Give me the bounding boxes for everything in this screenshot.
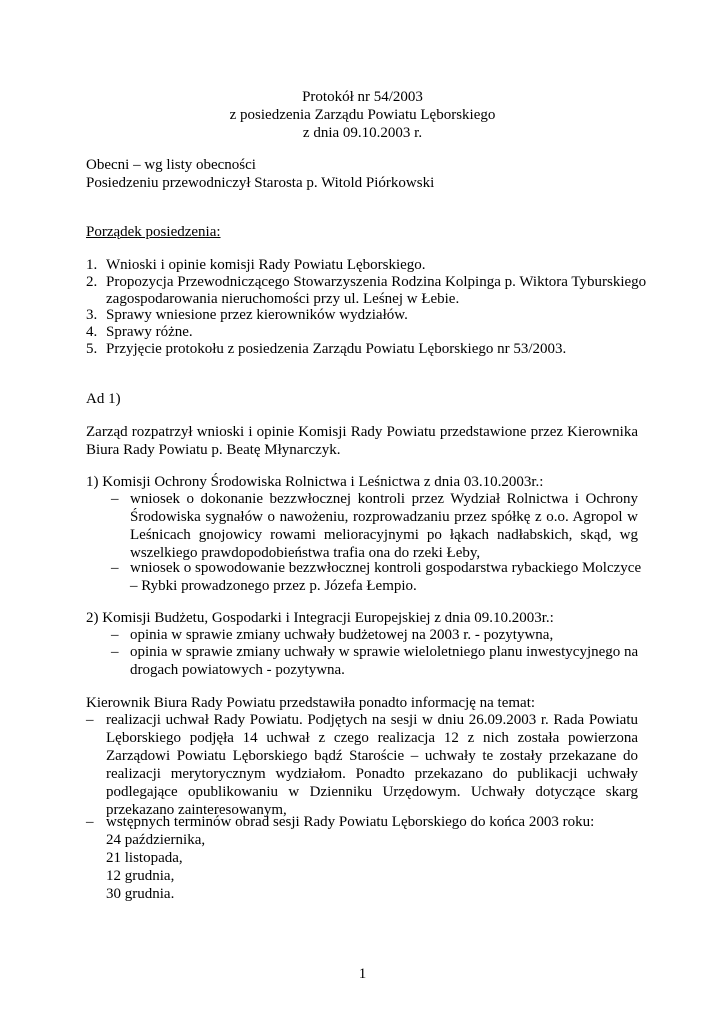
attendance-section (86, 156, 638, 192)
session-date: 30 grudnia. (106, 886, 175, 902)
bullet-dash: – (86, 814, 94, 830)
session-date: 12 grudnia, (106, 868, 175, 884)
bullet-line: wszelkiego prawdopodobieństwa trafia ona do rzeki Łeby, (130, 545, 481, 561)
bullet-item (106, 813, 638, 903)
bullet-line: Lęborskiego podjęła 14 uchwał z czego realizacja 12 z nich została powierzona (106, 730, 638, 746)
bullet-line: Środowiska sygnałów o nawożeniu, rozprowadzaniu przez spółkę z o.o. Agropol w (130, 509, 638, 525)
protocol-header (0, 88, 725, 142)
bullet-line: wniosek o spowodowanie bezzwłocznej kontroli gospodarstwa rybackiego Molczyce (130, 560, 642, 576)
ad1-heading: Ad 1) (86, 391, 121, 407)
bullet-line: podlegające opublikowaniu w Dzienniku Urzędowym. Uchwały dotyczące skarg (106, 784, 638, 800)
info-intro: Kierownik Biura Rady Powiatu przedstawiła ponadto informację na temat: (86, 695, 536, 711)
protocol-subtitle: z posiedzenia Zarządu Powiatu Lęborskiego (229, 107, 496, 123)
bullet-dash: – (111, 491, 119, 507)
agenda-number: 4. (86, 324, 98, 340)
bullet-line: Zarządowi Powiatu Lęborskiego bądź Staroście – uchwały te zostały przekazane do (106, 748, 638, 764)
agenda-item-1: Wnioski i opinie komisji Rady Powiatu Lęborskiego. (106, 257, 426, 273)
bullet-line: – Rybki prowadzonego przez p. Józefa Łempio. (130, 578, 417, 594)
attendance-line: Obecni – wg listy obecności (86, 157, 256, 173)
bullet-line: realizacji merytorycznym wydziałom. Ponadto przekazano do publikacji uchwały (106, 766, 638, 782)
session-date: 21 listopada, (106, 850, 183, 866)
agenda-heading-text: Porządek posiedzenia: (86, 224, 221, 240)
bullet-dash: – (111, 644, 119, 660)
bullet-line: realizacji uchwał Rady Powiatu. Podjętych na sesji w dniu 26.09.2003 r. Rada Powiatu (106, 712, 638, 728)
bullet-line: wstępnych terminów obrad sesji Rady Powiatu Lęborskiego do końca 2003 roku: (106, 814, 595, 830)
agenda-heading (86, 223, 638, 241)
ad1-intro (86, 423, 638, 459)
agenda-number: 1. (86, 257, 98, 273)
agenda-item-4: Sprawy różne. (106, 324, 193, 340)
bullet-line: opinia w sprawie zmiany uchwały budżetowej na 2003 r. - pozytywna, (130, 627, 554, 643)
agenda-item-3: Sprawy wniesione przez kierowników wydziałów. (106, 307, 408, 323)
bullet-item (130, 490, 638, 562)
bullet-line: przekazano zainteresowanym, (106, 802, 287, 818)
bullet-dash: – (111, 627, 119, 643)
agenda-number: 5. (86, 341, 98, 357)
bullet-line: Leśnicach gnojowicy rowami melioracyjnymi po łąkach nadłabskich, skąd, wg (130, 527, 638, 543)
agenda-number: 3. (86, 307, 98, 323)
agenda-item-2-cont: zagospodarowania nieruchomości przy ul. Leśnej w Łebie. (106, 291, 460, 307)
bullet-item (130, 626, 638, 644)
bullet-dash: – (86, 712, 94, 728)
bullet-line: opinia w sprawie zmiany uchwały w sprawie wieloletniego planu inwestycyjnego na (130, 644, 639, 660)
bullet-item (106, 711, 638, 819)
paragraph-line: Zarząd rozpatrzył wnioski i opinie Komisji Rady Powiatu przedstawione przez Kierownika (86, 424, 638, 440)
agenda-number: 2. (86, 274, 98, 290)
session-date: 24 października, (106, 832, 206, 848)
protocol-title: Protokół nr 54/2003 (302, 89, 423, 105)
bullet-item (130, 643, 638, 679)
chairman-line: Posiedzeniu przewodniczył Starosta p. Witold Piórkowski (86, 175, 435, 191)
bullet-item (130, 559, 642, 595)
agenda-item-2: Propozycja Przewodniczącego Stowarzyszenia Rodzina Kolpinga p. Wiktora Tyburskiego (106, 274, 647, 290)
bullet-line: wniosek o dokonanie bezzwłocznej kontroli przez Wydział Rolnictwa i Ochrony (130, 491, 638, 507)
bullet-line: drogach powiatowych - pozytywna. (130, 662, 345, 678)
agenda-item-5: Przyjęcie protokołu z posiedzenia Zarządu Powiatu Lęborskiego nr 53/2003. (106, 341, 567, 357)
paragraph-line: Biura Rady Powiatu p. Beatę Młynarczyk. (86, 442, 341, 458)
bullet-dash: – (111, 560, 119, 576)
committee-2-title: 2) Komisji Budżetu, Gospodarki i Integracji Europejskiej z dnia 09.10.2003r.: (86, 610, 554, 626)
committee-1-title: 1) Komisji Ochrony Środowiska Rolnictwa i Leśnictwa z dnia 03.10.2003r.: (86, 474, 544, 490)
protocol-date: z dnia 09.10.2003 r. (302, 125, 423, 141)
page-number: 1 (358, 966, 367, 982)
